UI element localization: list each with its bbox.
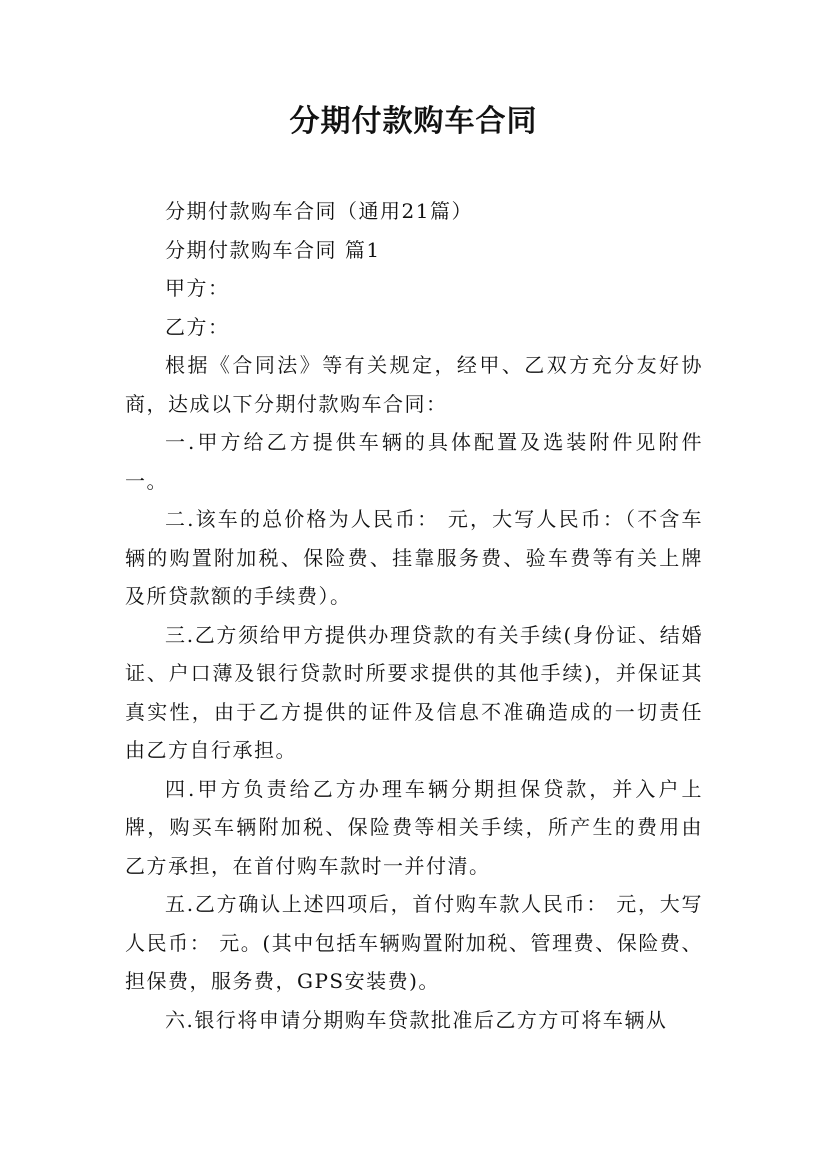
document-title: 分期付款购车合同	[289, 104, 538, 139]
paragraph-party-b: 乙方：	[165, 314, 230, 339]
paragraph-clause-4: 四.甲方负责给乙方办理车辆分期担保贷款，并入户上牌，购买车辆附加税、保险费等相关手续，所产生的费用由乙方承担，在首付购车款时一并付清。	[125, 776, 703, 878]
paragraph-section-heading: 分期付款购车合同 篇1	[165, 237, 381, 262]
paragraph-party-a: 甲方：	[165, 276, 230, 300]
paragraph-clause-2: 二.该车的总价格为人民币： 元，大写人民币：（不含车辆的购置附加税、保险费、挂靠服务费、验车费等有关上牌及所贷款额的手续费）。	[125, 507, 703, 608]
paragraph-clause-5: 五.乙方确认上述四项后，首付购车款人民币： 元，大写人民币： 元。(其中包括车辆购置附加税、管理费、保险费、担保费，服务费，GPS安装费)。	[125, 892, 703, 993]
paragraph-clause-3: 三.乙方须给甲方提供办理贷款的有关手续(身份证、结婚证、户口薄及银行贷款时所要求提供的其他手续)，并保证其真实性，由于乙方提供的证件及信息不准确造成的一切责任由乙方自行承担。	[125, 622, 703, 762]
paragraph-clause-1: 一.甲方给乙方提供车辆的具体配置及选装附件见附件一。	[125, 430, 703, 493]
document-body	[125, 192, 703, 1039]
paragraph-preamble: 根据《合同法》等有关规定，经甲、乙双方充分友好协商，达成以下分期付款购车合同：	[125, 353, 703, 416]
paragraph-subtitle: 分期付款购车合同（通用21篇）	[165, 199, 473, 223]
paragraph-clause-6: 六.银行将申请分期购车贷款批准后乙方方可将车辆从	[165, 1007, 668, 1032]
